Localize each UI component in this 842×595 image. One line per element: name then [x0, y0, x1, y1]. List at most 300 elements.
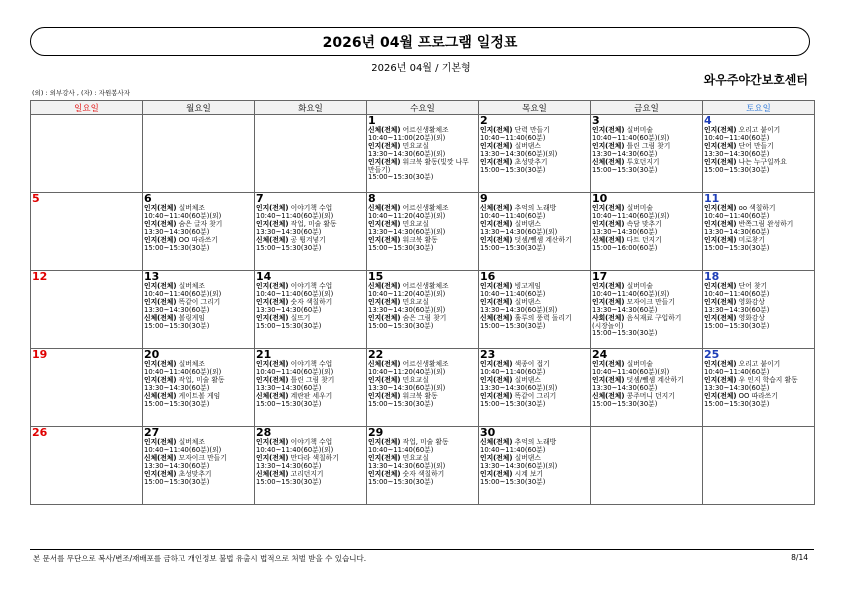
activity-name: 똑같이 그리기 [178, 297, 221, 306]
activity-name: 단력 만들기 [514, 126, 550, 134]
activity-category: 인지(전체) [144, 469, 177, 478]
activity-name: 워크북 활동 [402, 235, 438, 244]
calendar-day-cell [591, 115, 703, 193]
activity-name: 만다라 색칠하기 [290, 453, 339, 462]
activity-category: 인지(전체) [256, 313, 289, 322]
weekday-header-sat: 토요일 [703, 101, 815, 115]
activity-time: 15:00~15:30(30분) [368, 173, 434, 182]
day-number: 16 [480, 270, 496, 283]
activity-name: 덧셈/뺄셈 계산하기 [514, 235, 572, 244]
activity-name: 오리고 붙이기 [738, 126, 781, 134]
activity-time: 15:00~15:30(30분) [592, 399, 658, 408]
activity-category: 인지(전체) [256, 438, 289, 446]
activity-category: 인지(전체) [704, 157, 737, 166]
activity-time: 13:30~14:30(60분) [256, 227, 322, 236]
day-number: 5 [32, 192, 40, 205]
document-subtitle: 2026년 04월 / 기본형 [371, 63, 471, 74]
activity-name: 덧셈/뺄셈 계산하기 [626, 375, 684, 384]
activity-name: 볼링게임 [178, 313, 205, 322]
calendar-day-cell [367, 115, 479, 193]
activity-name: 초성맞추기 [514, 157, 548, 166]
activity-time: 13:30~14:30(60분) [144, 461, 210, 470]
activity-name: 실버미술 [626, 360, 653, 368]
activity-category: 인지(전체) [256, 297, 289, 306]
calendar-week-row [31, 427, 815, 505]
activity-category: 인지(전체) [368, 219, 401, 228]
activity-time: 10:40~11:40(60분)(외) [256, 445, 334, 454]
activity-time: 13:30~14:30(60분) [704, 305, 770, 314]
activity-category: 신체(전체) [480, 204, 513, 212]
document-title [30, 27, 810, 56]
activity-time: 15:00~16:00(60분) [592, 243, 658, 252]
activity-category: 인지(전체) [256, 219, 289, 228]
activity-name: 영화감상 [738, 297, 765, 306]
activity-name: 실뜨기 [290, 313, 311, 322]
activity-category: 인지(전체) [368, 453, 401, 462]
activity-category: 인지(전체) [480, 235, 513, 244]
day-number: 12 [32, 270, 48, 283]
activity-category: 인지(전체) [368, 141, 401, 150]
activity-time: 13:30~14:30(60분) [704, 149, 770, 158]
activity-name: 다트 던지기 [626, 235, 662, 244]
activity-time: 10:40~11:20(40분)(외) [368, 289, 446, 298]
activity-time: 13:30~14:30(60분) [592, 383, 658, 392]
activity-category: 인지(전체) [144, 204, 177, 212]
activity-category: 인지(전체) [480, 297, 513, 306]
day-number: 3 [592, 114, 600, 127]
calendar-week-row [31, 115, 815, 193]
weekday-header-wed: 수요일 [367, 101, 479, 115]
activity-time: 13:30~14:30(60분) [592, 227, 658, 236]
calendar-day-cell [367, 427, 479, 505]
calendar-day-cell [31, 271, 143, 349]
day-number: 17 [592, 270, 608, 283]
activity-name: 틀린 그림 찾기 [626, 141, 671, 150]
activity-category: 인지(전체) [704, 282, 737, 290]
activity-name: 작업, 미술 활동 [178, 375, 225, 384]
day-number: 30 [480, 426, 496, 439]
activity-category: 인지(전체) [480, 219, 513, 228]
activity-name: 실버체조 [178, 438, 205, 446]
activity-category: 인지(전체) [368, 375, 401, 384]
activity-name: 빙고게임 [514, 282, 541, 290]
calendar-day-cell [479, 193, 591, 271]
calendar-day-cell [255, 271, 367, 349]
activity-category: 신체(전체) [368, 360, 401, 368]
activity-name: 워크북 활동(빛깟 나무 만들기) [368, 157, 471, 174]
activity-category: 인지(전체) [480, 375, 513, 384]
activity-category: 신체(전체) [256, 391, 289, 400]
activity-name: 틀린 그림 찾기 [290, 375, 335, 384]
calendar-day-cell [367, 349, 479, 427]
activity-category: 인지(전체) [144, 219, 177, 228]
activity-category: 신체(전체) [592, 391, 625, 400]
activity-time: 15:00~15:30(30분) [480, 321, 546, 330]
activity-name: 시계 보기 [514, 469, 544, 478]
activity-category: 인지(전체) [592, 141, 625, 150]
activity-time: 10:40~11:00(20분)(외) [368, 133, 446, 142]
activity-name: 나는 누구일까요 [738, 157, 787, 166]
activity-category: 신체(전체) [368, 204, 401, 212]
activity-name: 훌루의 풍력 돌리기 [514, 313, 572, 322]
activity-name: 실버미술 [626, 126, 653, 134]
activity-name: 영화감상 [738, 313, 765, 322]
activity-name: 워크북 활동 [402, 391, 438, 400]
calendar-day-cell [591, 349, 703, 427]
calendar-day-cell [143, 349, 255, 427]
activity-name: 이야기책 수업 [290, 438, 333, 446]
calendar-day-cell [367, 271, 479, 349]
activity-name: 계란판 세우기 [290, 391, 333, 400]
weekday-header-fri: 금요일 [591, 101, 703, 115]
activity-time: 10:40~11:20(40분)(외) [368, 367, 446, 376]
activity-category: 신체(전체) [368, 282, 401, 290]
activity-time: 10:40~11:40(60분) [480, 367, 546, 376]
calendar-day-cell [143, 115, 255, 193]
activity-name: OO 따라쓰기 [738, 391, 778, 400]
calendar-day-cell [255, 349, 367, 427]
activity-category: 인지(전체) [480, 360, 513, 368]
calendar-table [30, 100, 815, 505]
activity-time: 10:40~11:40(60분) [704, 289, 770, 298]
legend-note: (외) : 외부강사 , (자) : 자원봉사자 [32, 89, 131, 97]
activity-name: 반쪽그림 완성하기 [738, 219, 794, 228]
day-number: 27 [144, 426, 160, 439]
activity-time: 10:40~11:40(60분) [704, 211, 770, 220]
activity-time: 13:30~14:30(60분)(외) [368, 383, 446, 392]
activity-time: 10:40~11:40(60분)(외) [256, 211, 334, 220]
activity-time: 10:40~11:40(60분)(외) [256, 289, 334, 298]
activity-category: 인지(전체) [144, 297, 177, 306]
activity-name: 공 튕겨넣기 [290, 235, 326, 244]
calendar-day-cell [479, 115, 591, 193]
activity-time: 10:40~11:40(60분) [480, 445, 546, 454]
activity-time: 13:30~14:30(60분) [704, 227, 770, 236]
activity-category: 인지(전체) [592, 204, 625, 212]
activity-time: 10:40~11:40(60분)(외) [592, 211, 670, 220]
activity-category: 인지(전체) [704, 126, 737, 134]
activity-name: 미로찾기 [738, 235, 765, 244]
calendar-day-cell [479, 349, 591, 427]
weekday-header-sun: 일요일 [31, 101, 143, 115]
activity-time: 10:40~11:40(60분)(외) [592, 133, 670, 142]
activity-name: 어르신생활체조 [402, 282, 449, 290]
activity-name: 실버댄스 [514, 141, 541, 150]
weekday-header-row [31, 101, 815, 115]
activity-category: 인지(전체) [368, 297, 401, 306]
activity-name: 작업, 미술 활동 [290, 219, 337, 228]
activity-time: 10:40~11:40(60분) [480, 211, 546, 220]
calendar-week-row [31, 193, 815, 271]
activity-name: 콩주머니 던지기 [626, 391, 675, 400]
activity-time: 13:30~14:30(60분) [144, 383, 210, 392]
activity-category: 인지(전체) [704, 391, 737, 400]
activity-name: OO 따라쓰기 [178, 235, 218, 244]
activity-time: 15:00~15:30(30분) [480, 399, 546, 408]
activity-name: 이야기책 수업 [290, 360, 333, 368]
activity-category: 인지(전체) [480, 453, 513, 462]
activity-category: 인지(전체) [704, 360, 737, 368]
weekday-header-tue: 화요일 [255, 101, 367, 115]
day-number: 20 [144, 348, 160, 361]
activity-name: 단어 만들기 [738, 141, 774, 150]
activity-category: 인지(전체) [368, 313, 401, 322]
activity-category: 인지(전체) [592, 282, 625, 290]
day-number: 24 [592, 348, 608, 361]
activity-category: 신체(전체) [144, 391, 177, 400]
activity-time: 10:40~11:40(60분) [704, 133, 770, 142]
day-number: 6 [144, 192, 152, 205]
activity-time: 13:30~14:30(60분) [592, 305, 658, 314]
activity-category: 인지(전체) [144, 438, 177, 446]
activity-name: 어르신생활체조 [402, 360, 449, 368]
document-title-text: 2026년 04월 프로그램 일정표 [322, 34, 518, 51]
activity-name: 어르신생활체조 [402, 204, 449, 212]
activity-time: 15:00~15:30(30분) [592, 165, 658, 174]
activity-name: 실버체조 [178, 282, 205, 290]
activity-name: 실버댄스 [514, 297, 541, 306]
activity-time: 10:40~11:20(40분)(외) [368, 211, 446, 220]
day-number: 9 [480, 192, 488, 205]
calendar-day-cell [31, 349, 143, 427]
calendar-week-row [31, 349, 815, 427]
calendar-day-cell [703, 427, 815, 505]
day-number: 21 [256, 348, 272, 361]
activity-time: 13:30~14:30(60분)(외) [480, 383, 558, 392]
activity-name: 이야기책 수업 [290, 204, 333, 212]
activity-time: 15:00~15:30(30분) [704, 321, 770, 330]
activity-name: 실버미술 [626, 282, 653, 290]
calendar-day-cell [143, 427, 255, 505]
activity-time: 13:30~14:30(60분) [144, 305, 210, 314]
activity-time: 15:00~15:30(30분) [256, 399, 322, 408]
activity-time: 15:00~15:30(30분) [256, 321, 322, 330]
activity-name: 실버댄스 [514, 375, 541, 384]
activity-category: 인지(전체) [256, 282, 289, 290]
activity-category: 인지(전체) [592, 297, 625, 306]
activity-category: 인지(전체) [480, 157, 513, 166]
page-number: 8/14 [791, 553, 808, 562]
day-number: 29 [368, 426, 384, 439]
day-number: 8 [368, 192, 376, 205]
activity-category: 인지(전체) [368, 438, 401, 446]
calendar-day-cell [703, 115, 815, 193]
day-number: 23 [480, 348, 496, 361]
activity-category: 신체(전체) [368, 126, 401, 134]
activity-category: 인지(전체) [144, 282, 177, 290]
activity-name: 고리던지기 [290, 469, 324, 478]
activity-time: 15:00~15:30(30분) [368, 477, 434, 486]
activity-category: 인지(전체) [368, 235, 401, 244]
calendar-day-cell [367, 193, 479, 271]
activity-time: 10:40~11:40(60분)(외) [144, 289, 222, 298]
calendar-body [31, 115, 815, 505]
activity-time: 10:40~11:40(60분)(외) [144, 211, 222, 220]
day-number: 13 [144, 270, 160, 283]
activity-category: 인지(전체) [144, 235, 177, 244]
activity-time: 10:40~11:40(60분)(외) [592, 367, 670, 376]
activity-category: 인지(전체) [704, 313, 737, 322]
activity-category: 인지(전체) [592, 126, 625, 134]
day-number: 10 [592, 192, 608, 205]
calendar-day-cell [479, 271, 591, 349]
activity-time: 13:30~14:30(60분) [144, 227, 210, 236]
activity-time: 13:30~14:30(60분)(외) [480, 149, 558, 158]
activity-name: 우 인지 학습지 활동 [738, 375, 798, 384]
calendar-day-cell [31, 115, 143, 193]
activity-name: 추억의 노래방 [514, 204, 557, 212]
activity-time: 13:30~14:30(60분) [592, 149, 658, 158]
activity-time: 10:40~11:40(60분) [480, 289, 546, 298]
activity-time: 15:00~15:30(30분) [368, 243, 434, 252]
activity-category: 인지(전체) [480, 126, 513, 134]
activity-time: 13:30~14:30(60분) [256, 383, 322, 392]
activity-category: 인지(전체) [256, 360, 289, 368]
activity-time: 10:40~11:40(60분)(외) [144, 445, 222, 454]
activity-category: 인지(전체) [480, 391, 513, 400]
activity-time: 13:30~14:30(60분)(외) [368, 149, 446, 158]
activity-time: 15:00~15:30(30분) [144, 399, 210, 408]
calendar-week-row [31, 271, 815, 349]
activity-time: 15:00~15:30(30분) [256, 243, 322, 252]
calendar-day-cell [255, 427, 367, 505]
activity-category: 인지(전체) [704, 375, 737, 384]
activity-name: 실버체조 [178, 360, 205, 368]
activity-time: 15:00~15:30(30분) [368, 399, 434, 408]
activity-name: 숨은 글자 찾기 [178, 219, 223, 228]
footer-notice: 본 문서를 무단으로 복사/변조/재배포를 금하고 개인정보 불법 유출시 법적으로 처벌 받을 수 있습니다. [33, 554, 367, 563]
activity-category: 신체(전체) [144, 453, 177, 462]
activity-time: 15:00~15:30(30분) [480, 165, 546, 174]
activity-time: 15:00~15:30(30분) [704, 243, 770, 252]
activity-category: 인지(전체) [592, 219, 625, 228]
activity-name: 이야기책 수업 [290, 282, 333, 290]
activity-name: 음식재료 구입하기(시장놀이) [592, 313, 682, 330]
activity-name: 추억의 노래방 [514, 438, 557, 446]
activity-name: 실버댄스 [514, 453, 541, 462]
activity-name: 모자이크 만들기 [178, 453, 227, 462]
activity-category: 신체(전체) [144, 313, 177, 322]
activity-category: 신체(전체) [256, 469, 289, 478]
activity-time: 13:30~14:30(60분) [256, 461, 322, 470]
activity-name: 단어 찾기 [738, 282, 768, 290]
activity-name: 숫자 색칠하기 [290, 297, 333, 306]
activity-time: 15:00~15:30(30분) [144, 477, 210, 486]
calendar-day-cell [255, 193, 367, 271]
activity-time: 15:00~15:30(30분) [592, 329, 658, 338]
activity-category: 인지(전체) [144, 360, 177, 368]
activity-time: 10:40~11:40(60분)(외) [592, 289, 670, 298]
activity-time: 15:00~15:30(30분) [480, 477, 546, 486]
activity-name: 민요교실 [402, 141, 429, 150]
calendar-day-cell [703, 271, 815, 349]
activity-category: 신체(전체) [592, 235, 625, 244]
day-number: 22 [368, 348, 384, 361]
activity-time: 10:40~11:40(60분) [368, 445, 434, 454]
weekday-header-mon: 월요일 [143, 101, 255, 115]
calendar-day-cell [479, 427, 591, 505]
activity-time: 13:30~14:30(60분)(외) [368, 227, 446, 236]
activity-category: 인지(전체) [480, 469, 513, 478]
day-number: 2 [480, 114, 488, 127]
activity-time: 15:00~15:30(30분) [368, 321, 434, 330]
activity-name: oo 색칠하기 [738, 204, 776, 212]
calendar-day-cell [255, 115, 367, 193]
activity-category: 인지(전체) [704, 297, 737, 306]
activity-category: 인지(전체) [704, 235, 737, 244]
activity-category: 인지(전체) [368, 157, 401, 166]
activity-name: 민요교실 [402, 219, 429, 228]
activity-time: 13:30~14:30(60분) [256, 305, 322, 314]
calendar-day-cell [703, 193, 815, 271]
activity-name: 실버댄스 [514, 219, 541, 228]
activity-name: 민요교실 [402, 453, 429, 462]
activity-category: 신체(전체) [592, 157, 625, 166]
activity-name: 숨은 그림 찾기 [402, 313, 447, 322]
day-number: 14 [256, 270, 272, 283]
day-number: 4 [704, 114, 712, 127]
activity-name: 모자이크 만들기 [626, 297, 675, 306]
activity-category: 인지(전체) [480, 141, 513, 150]
activity-name: 숫자 색칠하기 [402, 469, 445, 478]
activity-time: 15:00~15:30(30분) [704, 165, 770, 174]
activity-time: 15:00~15:30(30분) [256, 477, 322, 486]
calendar-day-cell [703, 349, 815, 427]
calendar-day-cell [31, 193, 143, 271]
activity-category: 인지(전체) [592, 360, 625, 368]
activity-time: 10:40~11:40(60분)(외) [256, 367, 334, 376]
activity-category: 신체(전체) [480, 438, 513, 446]
day-number: 19 [32, 348, 48, 361]
activity-time: 13:30~14:30(60분) [704, 383, 770, 392]
day-number: 1 [368, 114, 376, 127]
activity-time: 13:30~14:30(60분)(외) [480, 461, 558, 470]
activity-time: 10:40~11:40(60분) [704, 367, 770, 376]
activity-name: 색종이 접기 [514, 360, 550, 368]
activity-category: 인지(전체) [704, 219, 737, 228]
day-number: 25 [704, 348, 720, 361]
day-number: 15 [368, 270, 384, 283]
activity-category: 신체(전체) [256, 235, 289, 244]
activity-name: 작업, 미술 활동 [402, 438, 449, 446]
activity-time: 10:40~11:40(60분)(외) [144, 367, 222, 376]
activity-time: 13:30~14:30(60분)(외) [368, 305, 446, 314]
activity-time: 15:00~15:30(30분) [704, 399, 770, 408]
activity-category: 인지(전체) [256, 453, 289, 462]
activity-time: 10:40~11:40(60분) [480, 133, 546, 142]
activity-name: 똑같이 그리기 [514, 391, 557, 400]
activity-category: 인지(전체) [368, 391, 401, 400]
activity-name: 게이트볼 게임 [178, 391, 221, 400]
activity-category: 인지(전체) [144, 375, 177, 384]
footer-divider [30, 549, 814, 550]
calendar-day-cell [591, 193, 703, 271]
activity-category: 인지(전체) [592, 375, 625, 384]
calendar-day-cell [31, 427, 143, 505]
activity-category: 신체(전체) [480, 313, 513, 322]
activity-category: 인지(전체) [368, 469, 401, 478]
activity-name: 속담 맞추기 [626, 219, 662, 228]
activity-name: 초성맞추기 [178, 469, 212, 478]
day-number: 28 [256, 426, 272, 439]
activity-category: 사회(전체) [592, 313, 625, 322]
activity-time: 13:30~14:30(60분)(외) [368, 461, 446, 470]
weekday-header-thu: 목요일 [479, 101, 591, 115]
activity-category: 인지(전체) [704, 141, 737, 150]
calendar-day-cell [591, 271, 703, 349]
activity-name: 오리고 붙이기 [738, 360, 781, 368]
day-number: 7 [256, 192, 264, 205]
